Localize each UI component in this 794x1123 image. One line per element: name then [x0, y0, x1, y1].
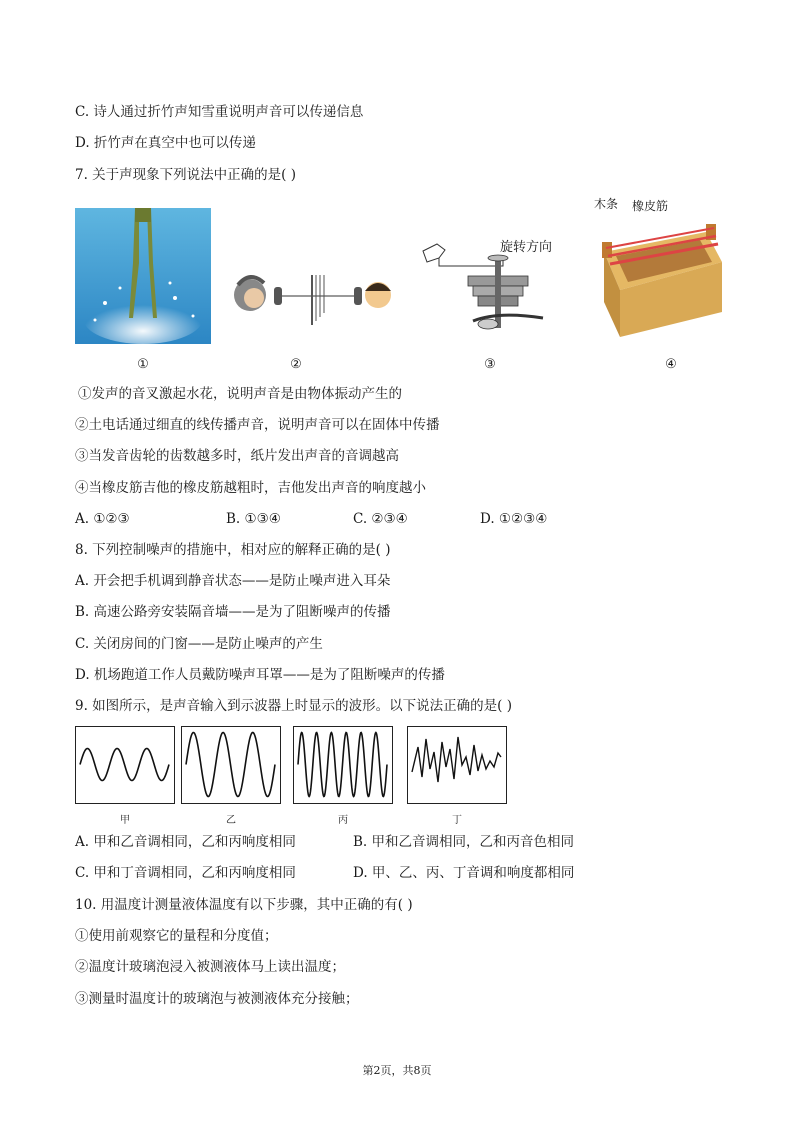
waveform-jia: [75, 726, 175, 804]
q9-stem: 9. 如图所示，是声音输入到示波器上时显示的波形。以下说法正确的是( ): [75, 698, 512, 714]
page-footer: 第2页，共8页: [362, 1064, 432, 1077]
q7-statement-4: ④当橡皮筋吉他的橡皮筋越粗时，吉他发出声音的响度越小: [75, 480, 426, 496]
q7-stem: 7. 关于声现象下列说法中正确的是( ): [75, 167, 296, 183]
wood-strip-label: 木条: [594, 197, 619, 211]
q7-option-d: D. ①②③④: [480, 511, 548, 527]
waveform-yi: [181, 726, 281, 804]
q7-statement-1: ①发声的音叉激起水花，说明声音是由物体振动产生的: [78, 386, 402, 402]
q8-option-b: B. 高速公路旁安装隔音墙——是为了阻断噪声的传播: [75, 604, 391, 620]
fig-caption-2: ②: [290, 357, 302, 372]
q9-option-b: B. 甲和乙音调相同，乙和丙音色相同: [353, 834, 575, 850]
wave-label-ding: 丁: [452, 815, 462, 826]
q8-stem: 8. 下列控制噪声的措施中，相对应的解释正确的是( ): [75, 542, 391, 558]
wave-label-bing: 丙: [338, 815, 348, 826]
wave-label-yi: 乙: [226, 815, 236, 826]
q10-step-2: ②温度计玻璃泡浸入被测液体马上读出温度；: [75, 959, 345, 975]
q7-statement-2: ②土电话通过细直的线传播声音，说明声音可以在固体中传播: [75, 417, 440, 433]
q9-option-a: A. 甲和乙音调相同，乙和丙响度相同: [75, 834, 296, 850]
fig-caption-3: ③: [484, 357, 496, 372]
q7-statement-3: ③当发音齿轮的齿数越多时，纸片发出声音的音调越高: [75, 448, 399, 464]
waveform-ding: [407, 726, 507, 804]
q7-option-b: B. ①③④: [226, 511, 281, 527]
q8-option-c: C. 关闭房间的门窗——是防止噪声的产生: [75, 636, 323, 652]
q6-option-d: D. 折竹声在真空中也可以传递: [75, 135, 256, 151]
q6-option-c: C. 诗人通过折竹声知雪重说明声音可以传递信息: [75, 104, 364, 120]
rubber-band-label: 橡皮筋: [632, 199, 669, 213]
q8-option-d: D. 机场跑道工作人员戴防噪声耳罩——是为了阻断噪声的传播: [75, 667, 445, 683]
fig-caption-1: ①: [137, 357, 149, 372]
q10-stem: 10. 用温度计测量液体温度有以下步骤，其中正确的有( ): [75, 897, 413, 913]
q7-option-a: A. ①②③: [75, 511, 130, 527]
q10-step-1: ①使用前观察它的量程和分度值；: [75, 928, 278, 944]
q10-step-3: ③测量时温度计的玻璃泡与被测液体充分接触；: [75, 991, 359, 1007]
fig-caption-4: ④: [665, 357, 677, 372]
tuning-fork-water-image: [75, 208, 211, 344]
rubber-band-guitar-image: [596, 212, 726, 342]
rotation-direction-label: 旋转方向: [500, 240, 553, 255]
q7-option-c: C. ②③④: [353, 511, 408, 527]
q8-option-a: A. 开会把手机调到静音状态——是防止噪声进入耳朵: [75, 573, 391, 589]
q9-option-d: D. 甲、乙、丙、丁音调和响度都相同: [353, 865, 575, 881]
wave-label-jia: 甲: [120, 815, 130, 826]
q9-option-c: C. 甲和丁音调相同，乙和丙响度相同: [75, 865, 296, 881]
waveform-bing: [293, 726, 393, 804]
string-telephone-image: [230, 265, 400, 335]
